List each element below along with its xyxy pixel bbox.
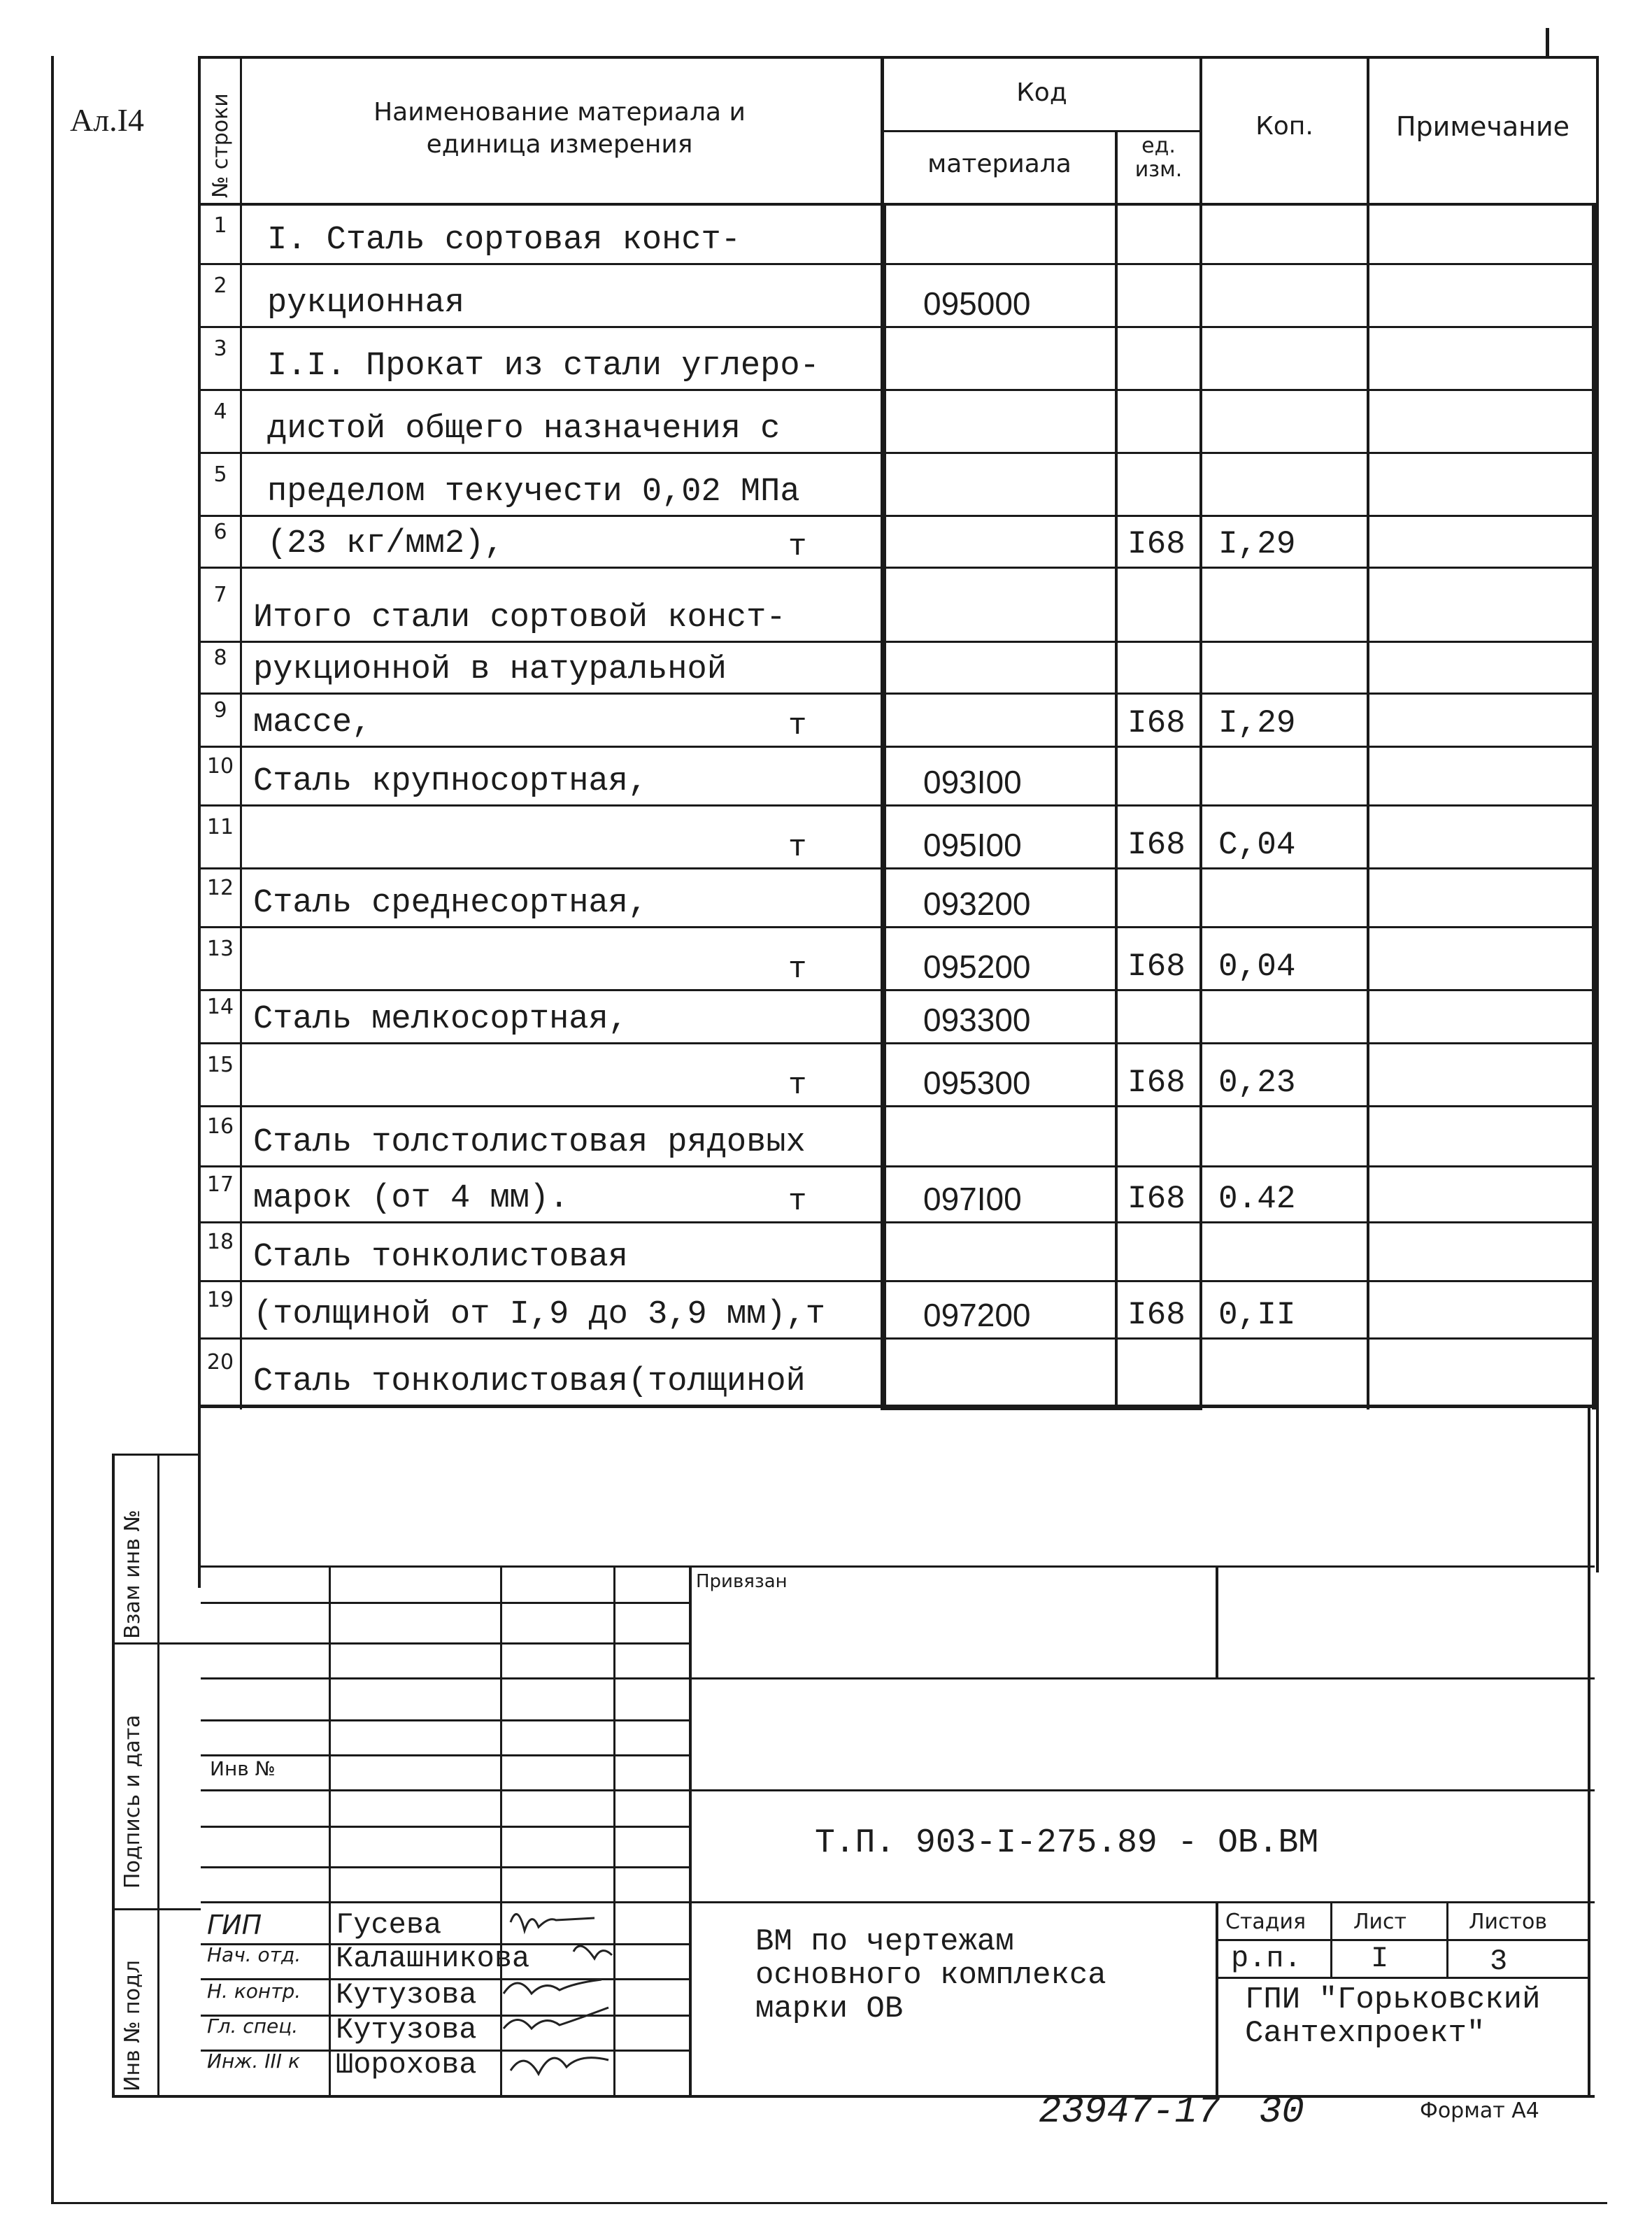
row-number: 20 bbox=[206, 1350, 234, 1375]
row-material-code: 095300 bbox=[923, 1065, 1031, 1101]
row-material-code: 093200 bbox=[923, 886, 1031, 922]
side-label-podpis: Подпись и дата bbox=[120, 1714, 145, 1889]
table-row bbox=[201, 746, 1593, 804]
row-number: 14 bbox=[206, 995, 234, 1019]
row-number: 2 bbox=[213, 274, 227, 298]
row-quantity: 0.42 bbox=[1218, 1181, 1296, 1217]
table-row bbox=[201, 1042, 1593, 1105]
row-name: (23 кг/мм2), bbox=[267, 525, 504, 562]
stamp-person-name: Гусева bbox=[336, 1908, 442, 1942]
row-material-code: 095I00 bbox=[923, 827, 1022, 863]
document-title: ВМ по чертежам основного комплекса марки ОВ bbox=[755, 1924, 1106, 2026]
row-name: Сталь крупносортная, bbox=[253, 763, 648, 800]
stamp-role: Гл. спец. bbox=[207, 2015, 299, 2038]
row-number: 3 bbox=[213, 336, 227, 361]
table-row bbox=[201, 867, 1593, 926]
row-name: рукционной в натуральной bbox=[253, 651, 727, 688]
table-row bbox=[201, 515, 1593, 567]
row-quantity: 0,II bbox=[1218, 1297, 1296, 1333]
row-name: Сталь толстолистовая рядовых bbox=[253, 1124, 806, 1161]
row-material-code: 095000 bbox=[923, 285, 1031, 322]
table-row bbox=[201, 206, 1593, 263]
sheets-value: 3 bbox=[1490, 1945, 1508, 1978]
row-number: 17 bbox=[206, 1172, 234, 1197]
row-unit-code: I68 bbox=[1127, 949, 1185, 985]
sheet-label: Ал.I4 bbox=[70, 102, 144, 138]
stage-header: Стадия bbox=[1225, 1910, 1306, 1934]
side-label-inv-podl: Инв № подл bbox=[120, 1960, 145, 2091]
header-qty: Коп. bbox=[1255, 112, 1313, 141]
row-quantity: I,29 bbox=[1218, 526, 1296, 562]
row-unit-t: т bbox=[788, 1068, 807, 1103]
inv-no-label: Инв № bbox=[210, 1757, 276, 1780]
row-number: 15 bbox=[206, 1053, 234, 1077]
row-quantity: C,04 bbox=[1218, 827, 1296, 863]
header-row-no: № строки bbox=[208, 93, 233, 198]
stamp-role: Инж. III к bbox=[207, 2050, 300, 2073]
row-number: 5 bbox=[213, 462, 227, 487]
footer-number: 23947-17 bbox=[1039, 2091, 1220, 2133]
table-row bbox=[201, 452, 1593, 515]
row-material-code: 097I00 bbox=[923, 1181, 1022, 1217]
row-unit-code: I68 bbox=[1127, 1065, 1185, 1101]
row-material-code: 093I00 bbox=[923, 764, 1022, 800]
row-quantity: I,29 bbox=[1218, 705, 1296, 741]
row-material-code: 093300 bbox=[923, 1002, 1031, 1038]
row-name: массе, bbox=[253, 704, 372, 741]
row-number: 6 bbox=[213, 520, 227, 544]
stamp-person-name: Кутузова bbox=[336, 2013, 477, 2047]
row-unit-t: т bbox=[788, 530, 807, 564]
organization: ГПИ "Горьковский Сантехпроект" bbox=[1245, 1982, 1541, 2051]
row-unit-t: т bbox=[788, 709, 807, 744]
footer-format: Формат А4 bbox=[1420, 2098, 1539, 2123]
row-name: Итого стали сортовой конст- bbox=[253, 599, 786, 637]
row-number: 18 bbox=[206, 1230, 234, 1254]
stamp-role: ГИП bbox=[207, 1910, 262, 1940]
row-unit-code: I68 bbox=[1127, 705, 1185, 741]
row-unit-t: т bbox=[788, 952, 807, 987]
row-number: 7 bbox=[213, 583, 227, 607]
sheet-header: Лист bbox=[1353, 1910, 1407, 1934]
table-row bbox=[201, 926, 1593, 989]
header-material: материала bbox=[927, 150, 1071, 178]
row-unit-t: т bbox=[788, 830, 807, 865]
row-number: 13 bbox=[206, 937, 234, 961]
row-material-code: 097200 bbox=[923, 1297, 1031, 1333]
table-row bbox=[201, 1280, 1593, 1337]
row-name: (толщиной от I,9 до 3,9 мм),т bbox=[253, 1296, 825, 1333]
table-row bbox=[201, 1105, 1593, 1165]
sheets-header: Листов bbox=[1469, 1910, 1548, 1934]
row-name: рукционная bbox=[267, 285, 465, 322]
stamp-person-name: Калашникова bbox=[336, 1942, 530, 1975]
row-name: Сталь тонколистовая bbox=[253, 1239, 628, 1276]
table-row bbox=[201, 326, 1593, 389]
table-row bbox=[201, 1165, 1593, 1221]
row-number: 10 bbox=[206, 754, 234, 779]
header-name: Наименование материала и единица измерения bbox=[373, 98, 746, 159]
table-row bbox=[201, 641, 1593, 693]
table-row bbox=[201, 1337, 1593, 1405]
document-code: Т.П. 903-I-275.89 - ОВ.ВМ bbox=[815, 1824, 1319, 1862]
row-number: 12 bbox=[206, 876, 234, 900]
row-number: 1 bbox=[213, 213, 227, 238]
row-unit-code: I68 bbox=[1127, 526, 1185, 562]
row-unit-t: т bbox=[788, 1184, 807, 1219]
row-material-code: 095200 bbox=[923, 949, 1031, 985]
row-number: 11 bbox=[206, 815, 234, 839]
table-row bbox=[201, 389, 1593, 452]
row-quantity: 0,23 bbox=[1218, 1065, 1296, 1101]
table-row bbox=[201, 263, 1593, 326]
header-code: Код bbox=[1016, 78, 1067, 107]
table-row bbox=[201, 693, 1593, 746]
row-number: 19 bbox=[206, 1288, 234, 1312]
footer-page: 30 bbox=[1259, 2091, 1304, 2133]
row-name: дистой общего назначения с bbox=[267, 411, 781, 448]
row-unit-code: I68 bbox=[1127, 1297, 1185, 1333]
row-quantity: 0,04 bbox=[1218, 949, 1296, 985]
row-unit-code: I68 bbox=[1127, 827, 1185, 863]
row-name: Сталь мелкосортная, bbox=[253, 1001, 628, 1038]
row-unit-code: I68 bbox=[1127, 1181, 1185, 1217]
stamp-person-name: Кутузова bbox=[336, 1978, 477, 2012]
row-name: Сталь среднесортная, bbox=[253, 885, 648, 922]
side-label-vzam: Взам инв № bbox=[120, 1510, 145, 1639]
row-name: I.I. Прокат из стали углеро- bbox=[267, 348, 820, 385]
signatures bbox=[490, 1889, 657, 2098]
header-note: Примечание bbox=[1395, 111, 1570, 142]
stamp-person-name: Шорохова bbox=[336, 2048, 477, 2082]
row-number: 9 bbox=[213, 698, 227, 723]
stamp-role: Н. контр. bbox=[207, 1980, 301, 2003]
table-row bbox=[201, 804, 1593, 867]
row-number: 4 bbox=[213, 399, 227, 424]
stamp-role: Нач. отд. bbox=[207, 1943, 301, 1966]
table-row bbox=[201, 1221, 1593, 1280]
sheet-value: I bbox=[1371, 1942, 1389, 1975]
row-name: Сталь тонколистовая(толщиной bbox=[253, 1363, 806, 1400]
row-name: I. Сталь сортовая конст- bbox=[267, 222, 741, 259]
table-row bbox=[201, 989, 1593, 1042]
row-number: 16 bbox=[206, 1114, 234, 1139]
stage-value: р.п. bbox=[1231, 1942, 1302, 1975]
header-unit: ед. изм. bbox=[1134, 134, 1183, 182]
table-row bbox=[201, 567, 1593, 641]
row-name: пределом текучести 0,02 МПа bbox=[267, 474, 800, 511]
privyazan-label: Привязан bbox=[696, 1571, 788, 1592]
row-number: 8 bbox=[213, 646, 227, 670]
row-name: марок (от 4 мм). bbox=[253, 1180, 569, 1217]
